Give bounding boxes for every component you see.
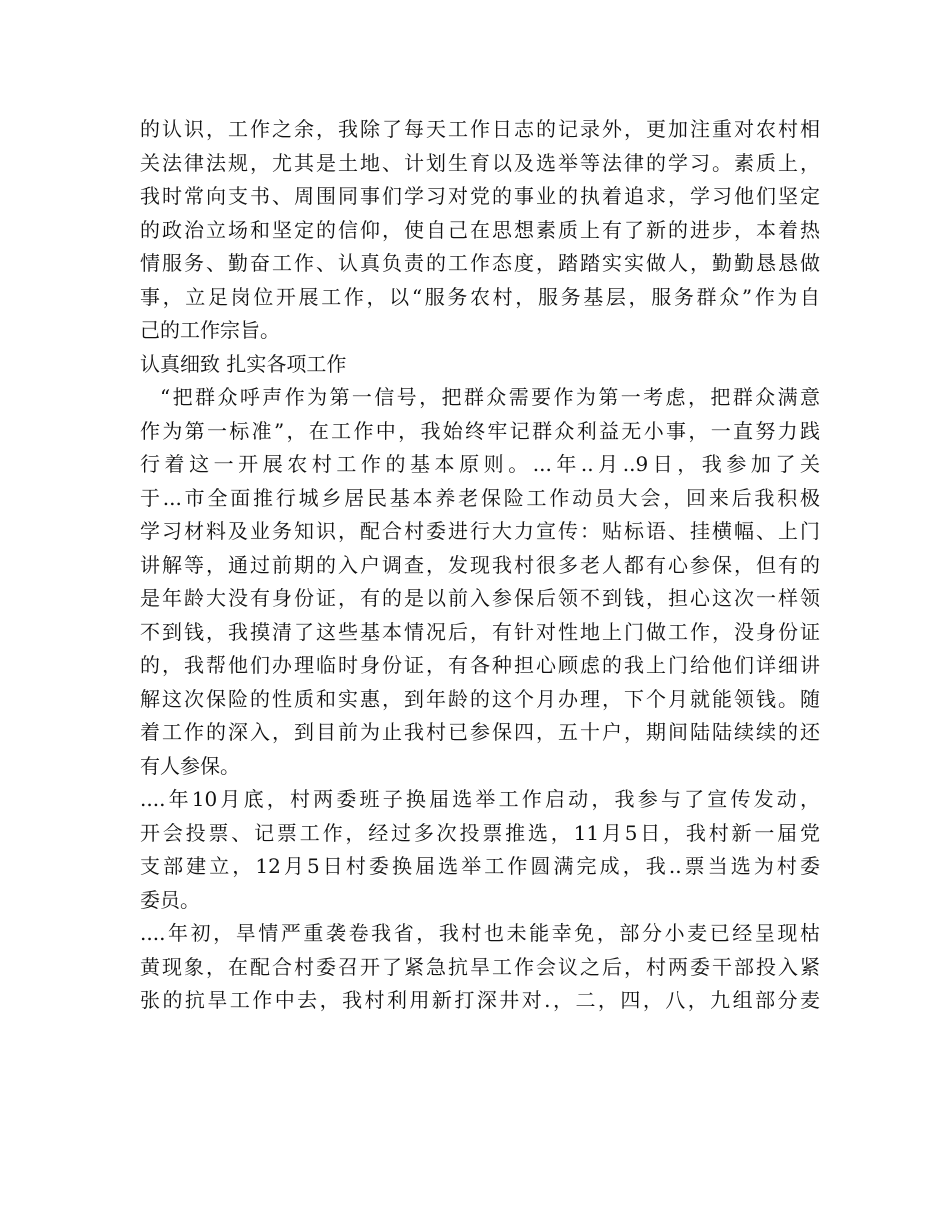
- text-line: 支部建立，12月5日村委换届选举工作圆满完成，我..票当选为村委: [140, 854, 820, 878]
- text-line: 不到钱，我摸清了这些基本情况后，有针对性地上门做工作，没身份证: [140, 619, 820, 644]
- text-line: 我时常向支书、周围同事们学习对党的事业的执着追求，学习他们坚定: [140, 184, 820, 208]
- text-line: 张的抗旱工作中去，我村利用新打深井对.，二，四，八，九组部分麦: [140, 988, 820, 1012]
- text-line: 情服务、勤奋工作、认真负责的工作态度，踏踏实实做人，勤勤恳恳做: [140, 251, 820, 275]
- text-line: 己的工作宗旨。: [140, 318, 280, 342]
- text-line: “把群众呼声作为第一信号，把群众需要作为第一考虑，把群众满意: [160, 385, 820, 409]
- text-line: 的认识，工作之余，我除了每天工作日志的记录外，更加注重对农村相: [140, 117, 820, 141]
- text-line: 讲解等，通过前期的入户调查，发现我村很多老人都有心参保，但有的: [140, 552, 820, 577]
- text-line: 学习材料及业务知识，配合村委进行大力宣传：贴标语、挂横幅、上门: [140, 519, 820, 543]
- text-line: 着工作的深入，到目前为止我村已参保四，五十户，期间陆陆续续的还: [140, 720, 820, 744]
- text-line: ....年初，旱情严重袭卷我省，我村也未能幸免，部分小麦已经呈现枯: [140, 921, 820, 945]
- text-line: 的，我帮他们办理临时身份证，有各种担心顾虑的我上门给他们详细讲: [140, 653, 820, 677]
- text-line: 委员。: [140, 887, 200, 912]
- text-line: 作为第一标准”，在工作中，我始终牢记群众利益无小事，一直努力践: [140, 418, 820, 443]
- text-line: 黄现象，在配合村委召开了紧急抗旱工作会议之后，村两委干部投入紧: [140, 954, 820, 979]
- text-line: ....年10月底，村两委班子换届选举工作启动，我参与了宣传发动，: [140, 787, 820, 811]
- section-heading: 认真细致 扎实各项工作: [140, 351, 347, 376]
- text-line: 的政治立场和坚定的信仰，使自己在思想素质上有了新的进步，本着热: [140, 217, 820, 242]
- text-line: 于...市全面推行城乡居民基本养老保险工作动员大会，回来后我积极: [140, 485, 820, 510]
- text-line: 事，立足岗位开展工作，以“服务农村，服务基层，服务群众”作为自: [140, 284, 820, 309]
- text-line: 解这次保险的性质和实惠，到年龄的这个月办理，下个月就能领钱。随: [140, 686, 820, 711]
- text-line: 关法律法规，尤其是土地、计划生育以及选举等法律的学习。素质上，: [140, 150, 820, 175]
- document-body: [140, 113, 820, 1018]
- text-line: 有人参保。: [140, 753, 240, 778]
- text-line: 行着这一开展农村工作的基本原则。...年..月..9日，我参加了关: [140, 452, 820, 476]
- text-line: 是年龄大没有身份证，有的是以前入参保后领不到钱，担心这次一样领: [140, 586, 820, 610]
- text-line: 开会投票、记票工作，经过多次投票推选，11月5日，我村新一届党: [140, 820, 820, 845]
